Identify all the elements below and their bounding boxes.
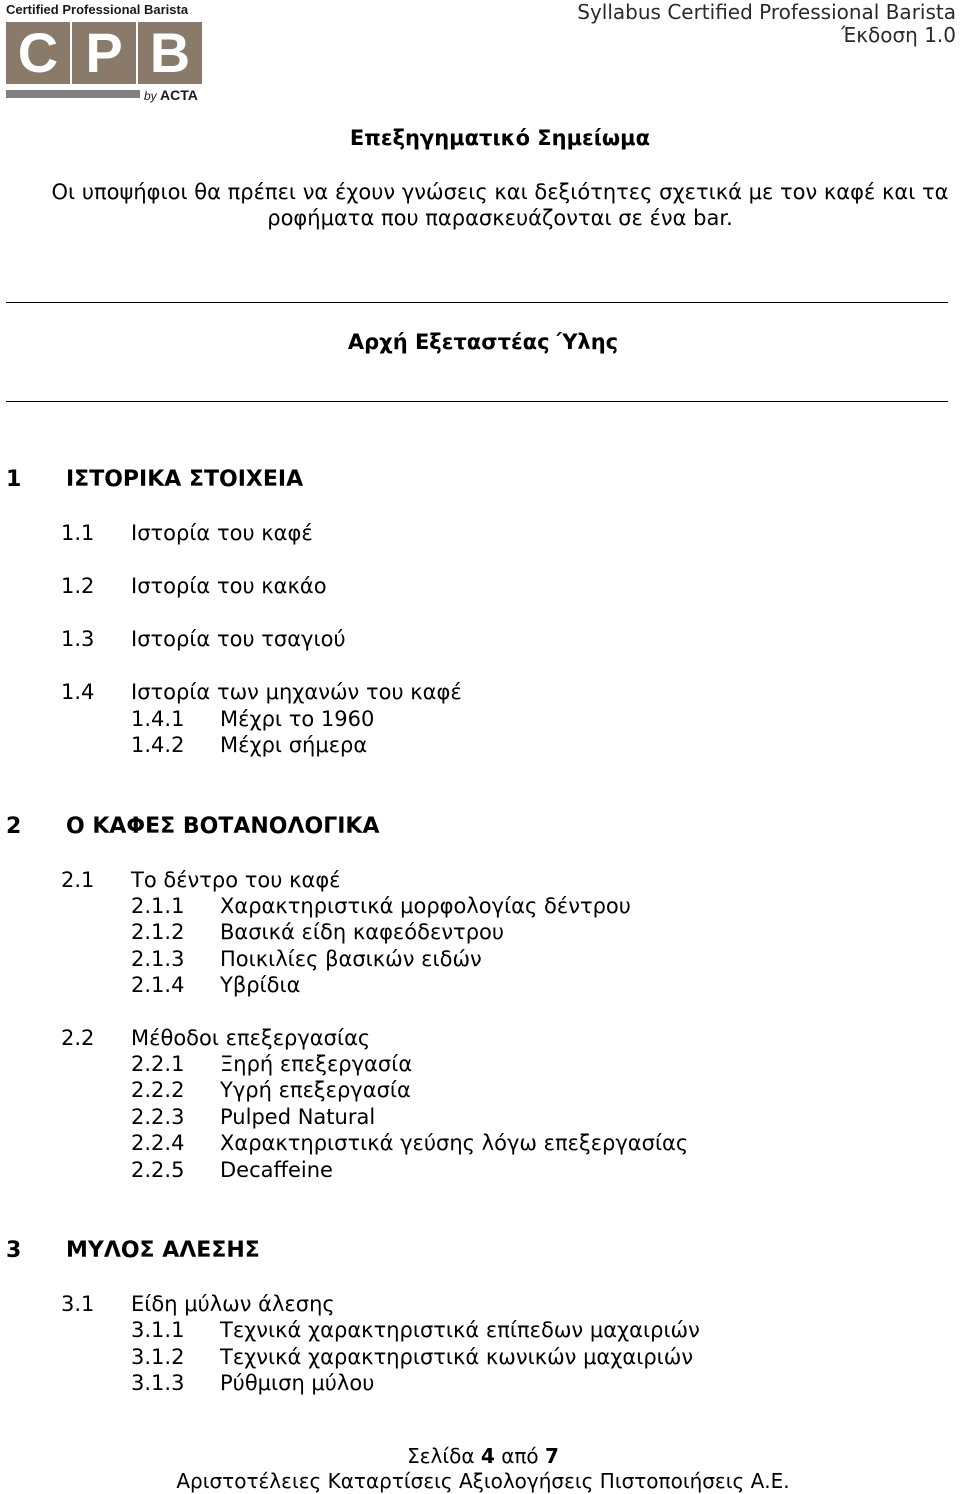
sub-item <box>131 1078 411 1102</box>
page-label: Σελίδα <box>407 1444 475 1468</box>
logo-bar <box>6 90 140 98</box>
sub-item <box>131 707 374 731</box>
section-number: 2 <box>6 814 22 839</box>
syllabus-start-title: Αρχή Εξεταστέας Ύλης <box>347 330 619 354</box>
sub-item-number: 2.2.3 <box>131 1105 185 1129</box>
item-title: Ιστορία του τσαγιού <box>131 627 346 651</box>
section-number: 3 <box>6 1238 22 1263</box>
logo-top-text: Certified Professional Barista <box>6 2 189 17</box>
sub-item <box>131 1345 693 1369</box>
sub-item <box>131 1131 688 1155</box>
sub-item-title: Ποικιλίες βασικών ειδών <box>220 947 482 971</box>
sub-item-number: 3.1.3 <box>131 1371 185 1395</box>
sub-item-title: Χαρακτηριστικά γεύσης λόγω επεξεργασίας <box>220 1131 689 1155</box>
logo-letter-c: C <box>6 22 70 84</box>
section-heading <box>6 1238 260 1263</box>
sub-item-number: 3.1.1 <box>131 1318 185 1342</box>
subsection-item <box>61 680 462 704</box>
sub-item-number: 2.1.1 <box>131 894 185 918</box>
divider-bottom <box>6 401 948 402</box>
item-title: Μέθοδοι επεξεργασίας <box>131 1026 371 1050</box>
sub-item-title: Χαρακτηριστικά μορφολογίας δέντρου <box>220 894 631 918</box>
sub-item <box>131 1105 375 1129</box>
logo-letter-p: P <box>72 22 136 84</box>
item-title: Το δέντρο του καφέ <box>131 868 341 892</box>
header-version: Έκδοση 1.0 <box>841 23 956 47</box>
subsection-item <box>61 627 346 651</box>
item-number: 2.2 <box>61 1026 95 1050</box>
sub-item <box>131 1371 374 1395</box>
sub-item-number: 3.1.2 <box>131 1345 185 1369</box>
item-number: 1.1 <box>61 521 95 545</box>
divider-top <box>6 302 948 303</box>
section-heading <box>6 467 303 492</box>
footer-company: Αριστοτέλειες Καταρτίσεις Αξιολογήσεις Πιστοποιήσεις Α.Ε. <box>176 1469 790 1493</box>
sub-item-title: Βασικά είδη καφεόδεντρου <box>220 920 505 944</box>
sub-item-number: 2.1.3 <box>131 947 185 971</box>
section-title: ΜΥΛΟΣ ΑΛΕΣΗΣ <box>66 1238 260 1263</box>
note-line-2: ροφήματα που παρασκευάζονται σε ένα bar. <box>267 206 733 230</box>
item-title: Ιστορία των μηχανών του καφέ <box>131 680 462 704</box>
section-heading <box>6 814 379 839</box>
item-number: 1.3 <box>61 627 95 651</box>
sub-item <box>131 1318 700 1342</box>
section-title: Ο ΚΑΦΕΣ ΒΟΤΑΝΟΛΟΓΙΚΑ <box>66 814 380 839</box>
section-number: 1 <box>6 467 22 492</box>
item-title: Ιστορία του καφέ <box>131 521 313 545</box>
item-number: 1.2 <box>61 574 95 598</box>
sub-item-number: 2.1.2 <box>131 920 185 944</box>
page-total: 7 <box>545 1444 559 1468</box>
sub-item <box>131 1158 333 1182</box>
sub-item-title: Τεχνικά χαρακτηριστικά κωνικών μαχαιριών <box>220 1345 694 1369</box>
logo-letters <box>6 22 202 84</box>
sub-item-number: 2.2.4 <box>131 1131 185 1155</box>
sub-item <box>131 894 631 918</box>
sub-item-number: 2.2.1 <box>131 1052 185 1076</box>
sub-item <box>131 733 367 757</box>
section-title: ΙΣΤΟΡΙΚΑ ΣΤΟΙΧΕΙΑ <box>66 467 304 492</box>
sub-item-number: 1.4.1 <box>131 707 185 731</box>
sub-item-title: Μέχρι το 1960 <box>220 707 375 731</box>
sub-item-title: Μέχρι σήμερα <box>220 733 368 757</box>
logo-letter-b: B <box>138 22 202 84</box>
header-doc-title: Syllabus Certified Professional Barista <box>577 0 956 24</box>
note-line-1: Οι υποψήφιοι θα πρέπει να έχουν γνώσεις και δεξιότητες σχετικά με τον καφέ και τα <box>51 180 949 204</box>
subsection-item <box>61 868 341 892</box>
sub-item-title: Ξηρή επεξεργασία <box>220 1052 413 1076</box>
subsection-item <box>61 574 327 598</box>
logo-brand: ACTA <box>160 87 198 103</box>
subsection-item <box>61 1026 370 1050</box>
sub-item <box>131 947 482 971</box>
sub-item-title: Υγρή επεξεργασία <box>220 1078 411 1102</box>
sub-item-number: 2.2.5 <box>131 1158 185 1182</box>
sub-item-number: 1.4.2 <box>131 733 185 757</box>
sub-item <box>131 1052 412 1076</box>
sub-item <box>131 920 504 944</box>
sub-item-title: Ρύθμιση μύλου <box>220 1371 375 1395</box>
logo-by <box>144 87 198 103</box>
sub-item-title: Pulped Natural <box>220 1105 376 1129</box>
subsection-item <box>61 1292 335 1316</box>
page-current: 4 <box>480 1444 495 1468</box>
sub-item <box>131 973 300 997</box>
sub-item-title: Υβρίδια <box>220 973 301 997</box>
sub-item-title: Τεχνικά χαρακτηριστικά επίπεδων μαχαιριών <box>220 1318 700 1342</box>
sub-item-number: 2.2.2 <box>131 1078 185 1102</box>
cpb-logo <box>6 2 206 102</box>
note-heading: Επεξηγηματικό Σημείωμα <box>349 126 651 150</box>
page-number <box>0 1444 960 1468</box>
logo-by-text: by <box>144 89 157 103</box>
subsection-item <box>61 521 313 545</box>
item-number: 3.1 <box>61 1292 95 1316</box>
item-number: 1.4 <box>61 680 95 704</box>
page-separator: από <box>501 1444 539 1468</box>
item-number: 2.1 <box>61 868 95 892</box>
sub-item-number: 2.1.4 <box>131 973 185 997</box>
item-title: Είδη μύλων άλεσης <box>131 1292 335 1316</box>
item-title: Ιστορία του κακάο <box>131 574 327 598</box>
sub-item-title: Decaffeine <box>220 1158 333 1182</box>
